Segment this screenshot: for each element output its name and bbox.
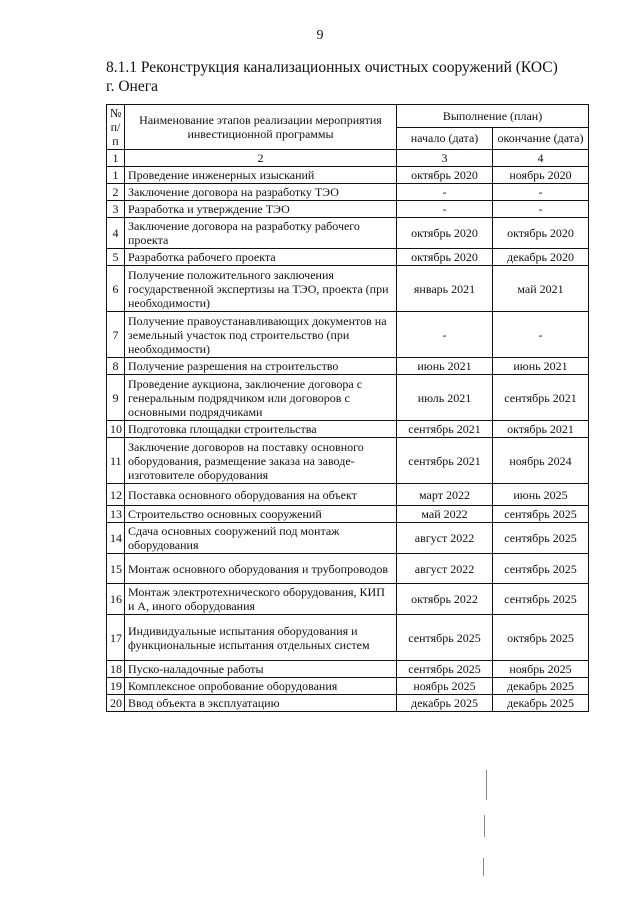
stage-name: Индивидуальные испытания оборудования и функциональные испытания отдельных систем xyxy=(125,615,397,661)
table-row xyxy=(107,661,589,678)
end-date: ноябрь 2024 xyxy=(493,438,589,484)
investment-plan-table xyxy=(106,104,589,712)
table-row xyxy=(107,615,589,661)
stage-name: Сдача основных сооружений под монтаж оборудования xyxy=(125,523,397,554)
row-number: 16 xyxy=(107,584,125,615)
end-date: - xyxy=(493,201,589,218)
scan-artifact xyxy=(484,815,485,837)
start-date: декабрь 2025 xyxy=(397,695,493,712)
start-date: сентябрь 2025 xyxy=(397,661,493,678)
start-date: октябрь 2020 xyxy=(397,249,493,266)
row-number: 7 xyxy=(107,312,125,358)
stage-name: Ввод объекта в эксплуатацию xyxy=(125,695,397,712)
end-date: декабрь 2025 xyxy=(493,678,589,695)
start-date: март 2022 xyxy=(397,484,493,506)
column-index-row xyxy=(107,150,589,167)
stage-name: Заключение договора на разработку рабочего проекта xyxy=(125,218,397,249)
end-date: октябрь 2025 xyxy=(493,615,589,661)
row-number: 2 xyxy=(107,184,125,201)
header-num: № п/п xyxy=(107,105,125,150)
end-date: декабрь 2025 xyxy=(493,695,589,712)
start-date: - xyxy=(397,312,493,358)
row-number: 15 xyxy=(107,554,125,584)
start-date: сентябрь 2021 xyxy=(397,421,493,438)
end-date: ноябрь 2020 xyxy=(493,167,589,184)
table-row xyxy=(107,695,589,712)
row-number: 18 xyxy=(107,661,125,678)
table-row xyxy=(107,375,589,421)
table-row xyxy=(107,266,589,312)
stage-name: Заключение договора на разработку ТЭО xyxy=(125,184,397,201)
stage-name: Монтаж электротехнического оборудования, КИП и А, иного оборудования xyxy=(125,584,397,615)
end-date: октябрь 2020 xyxy=(493,218,589,249)
start-date: июнь 2021 xyxy=(397,358,493,375)
section-title xyxy=(106,58,576,96)
table-row xyxy=(107,312,589,358)
stage-name: Разработка и утверждение ТЭО xyxy=(125,201,397,218)
start-date: сентябрь 2021 xyxy=(397,438,493,484)
stage-name: Получение правоустанавливающих документов на земельный участок под строительство (при необходимости) xyxy=(125,312,397,358)
start-date: - xyxy=(397,201,493,218)
start-date: август 2022 xyxy=(397,523,493,554)
header-start: начало (дата) xyxy=(397,127,493,150)
stage-name: Получение положительного заключения государственной экспертизы на ТЭО, проекта (при необходимости) xyxy=(125,266,397,312)
column-index-cell: 1 xyxy=(107,150,125,167)
stage-name: Монтаж основного оборудования и трубопроводов xyxy=(125,554,397,584)
row-number: 6 xyxy=(107,266,125,312)
page-number: 9 xyxy=(316,28,324,43)
row-number: 11 xyxy=(107,438,125,484)
row-number: 19 xyxy=(107,678,125,695)
end-date: декабрь 2020 xyxy=(493,249,589,266)
row-number: 9 xyxy=(107,375,125,421)
scan-artifact xyxy=(483,858,484,876)
table-row xyxy=(107,184,589,201)
table-row xyxy=(107,218,589,249)
section-title-line-1: 8.1.1 Реконструкция канализационных очистных сооружений (КОС) xyxy=(106,59,558,76)
start-date: октябрь 2020 xyxy=(397,218,493,249)
start-date: - xyxy=(397,184,493,201)
row-number: 20 xyxy=(107,695,125,712)
column-index-cell: 2 xyxy=(125,150,397,167)
header-end: окончание (дата) xyxy=(493,127,589,150)
column-index-cell: 4 xyxy=(493,150,589,167)
end-date: сентябрь 2025 xyxy=(493,554,589,584)
end-date: сентябрь 2025 xyxy=(493,523,589,554)
start-date: август 2022 xyxy=(397,554,493,584)
table-row xyxy=(107,249,589,266)
table-row xyxy=(107,438,589,484)
row-number: 4 xyxy=(107,218,125,249)
header-execution: Выполнение (план) xyxy=(397,105,589,128)
stage-name: Получение разрешения на строительство xyxy=(125,358,397,375)
table-row xyxy=(107,584,589,615)
start-date: январь 2021 xyxy=(397,266,493,312)
table-row xyxy=(107,678,589,695)
row-number: 12 xyxy=(107,484,125,506)
section-title-line-2: г. Онега xyxy=(106,78,158,95)
row-number: 14 xyxy=(107,523,125,554)
start-date: май 2022 xyxy=(397,506,493,523)
start-date: сентябрь 2025 xyxy=(397,615,493,661)
row-number: 5 xyxy=(107,249,125,266)
stage-name: Поставка основного оборудования на объект xyxy=(125,484,397,506)
stage-name: Пуско-наладочные работы xyxy=(125,661,397,678)
table-header-row xyxy=(107,105,589,128)
table-row xyxy=(107,484,589,506)
table-body xyxy=(107,167,589,712)
row-number: 3 xyxy=(107,201,125,218)
stage-name: Подготовка площадки строительства xyxy=(125,421,397,438)
end-date: май 2021 xyxy=(493,266,589,312)
scan-artifact xyxy=(486,770,487,800)
stage-name: Строительство основных сооружений xyxy=(125,506,397,523)
stage-name: Проведение аукциона, заключение договора с генеральным подрядчиком или договоров с основными подрядчиками xyxy=(125,375,397,421)
stage-name: Комплексное опробование оборудования xyxy=(125,678,397,695)
row-number: 17 xyxy=(107,615,125,661)
table-row xyxy=(107,554,589,584)
start-date: октябрь 2022 xyxy=(397,584,493,615)
table-row xyxy=(107,421,589,438)
row-number: 10 xyxy=(107,421,125,438)
end-date: ноябрь 2025 xyxy=(493,661,589,678)
table-row xyxy=(107,523,589,554)
table-row xyxy=(107,506,589,523)
end-date: июнь 2025 xyxy=(493,484,589,506)
end-date: сентябрь 2025 xyxy=(493,584,589,615)
end-date: июнь 2021 xyxy=(493,358,589,375)
row-number: 8 xyxy=(107,358,125,375)
start-date: ноябрь 2025 xyxy=(397,678,493,695)
end-date: сентябрь 2025 xyxy=(493,506,589,523)
stage-name: Разработка рабочего проекта xyxy=(125,249,397,266)
row-number: 1 xyxy=(107,167,125,184)
header-name: Наименование этапов реализации мероприятия инвестиционной программы xyxy=(125,105,397,150)
end-date: - xyxy=(493,312,589,358)
end-date: сентябрь 2021 xyxy=(493,375,589,421)
stage-name: Проведение инженерных изысканий xyxy=(125,167,397,184)
table-row xyxy=(107,358,589,375)
row-number: 13 xyxy=(107,506,125,523)
start-date: июль 2021 xyxy=(397,375,493,421)
column-index-cell: 3 xyxy=(397,150,493,167)
stage-name: Заключение договоров на поставку основного оборудования, размещение заказа на заводе-изготовителе оборудования xyxy=(125,438,397,484)
start-date: октябрь 2020 xyxy=(397,167,493,184)
table-row xyxy=(107,167,589,184)
table-row xyxy=(107,201,589,218)
end-date: - xyxy=(493,184,589,201)
end-date: октябрь 2021 xyxy=(493,421,589,438)
